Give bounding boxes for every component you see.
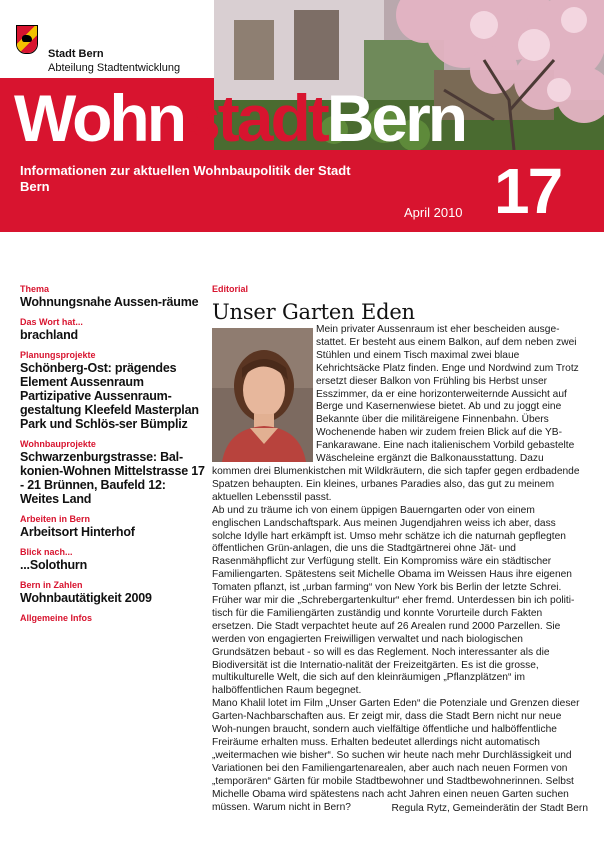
editorial-paragraph: Mein privater Aussenraum ist eher bescheiden ausge-stattet. Er besteht aus einem Balkon, auf dem neben zwei Stühlen und einem Tisch maximal zwei blaue Kehrichtsäcke Platz finden. Enge und Nordwind zum Trotz ersetzt dieser Balkon von Frühling bis Herbst unser Esszimmer, da er eine horizonterweiternde Aussicht auf Berge und Kasernenwiese bietet. Ab und zu joggt eine Bekannte über die militäreigene Finnenbahn. Übers Wochenende haben wir zudem freien Blick auf die YB-Fankarawane. Eine nach italienischem Vorbild gebastelte Wäscheleine ergänzt die Balkonausstattung. Dazu kommen drei Blumenkistchen mit Wildkräutern, die sich tapfer gegen erdbadende Spatzen behaupten. Ein kleines, urbanes Paradies also, das gut zu meinem aktuellen Lebensstil passt. [212,324,580,503]
toc-item[interactable] [20,613,205,624]
editorial-paragraph: Ab und zu träume ich von einem üppigen Bauerngarten oder von einem englischen Landschaftspark. Aus meinen Jugendjahren weiss ich aber, dass solche Idylle hart erkämpft ist. Umso mehr schätze ich die naturnah gepflegten öffentlichen Grün-anlagen, die uns die Stadtgärtnerei ohne Jät- und Rasenmähpflicht zur Verfügung stellt. Ein Kompromiss wäre ein städtischer Familiengarten. Spätestens seit Michelle Obama im Weissen Haus ihre eigenen Tomaten pflanzt, ist „urban farming“ von New York bis Berlin der letzte Schrei. [212,504,572,594]
toc-title: Arbeitsort Hinterhof [20,525,135,539]
toc-category: Planungsprojekte [20,350,96,360]
toc-item[interactable] [20,547,205,572]
org-department: Abteilung Stadtentwicklung [48,62,181,74]
editorial-category: Editorial [212,284,249,294]
toc-title: Schwarzenburgstrasse: Bal-konien-Wohnen Mittelstrasse 17 - 21 Brünnen, Baufeld 12: Weites Land [20,450,205,506]
toc-category: Arbeiten in Bern [20,514,91,524]
tagline: Informationen zur aktuellen Wohnbaupolitik der Stadt Bern [20,163,351,194]
issue-date: April 2010 [404,205,463,220]
editorial-paragraph: Früher war mir die „Schrebergartenkultur“ eher fremd. Unterdessen bin ich politi-tisch für die Familiengärten zuständig und konnte Vorurteile durch Fakten ersetzen. Die Stadt verpachtet heute auf 26 Arealen rund 2000 Parzellen. Sie werden von engagierten Freiwilligen verwaltet und nach biologischen Grundsätzen bebaut - so will es das Reglement. Noch interessanter als die Biodiversität ist die Internatio-nalität der Freizeitgärten. Es ist die grosse, multikulturelle Welt, die sich auf den kleinräumigen „Pflanzplätzen“ im halböffentlichen Raum begegnet. [212,595,575,697]
org-name: Stadt Bern [48,48,104,60]
toc-title: Wohnbautätigkeit 2009 [20,591,152,605]
title-part-bern: Bern [326,81,466,155]
editorial-title: Unser Garten Eden [212,300,415,324]
toc-item[interactable] [20,580,205,605]
toc-category: Allgemeine Infos [20,613,93,623]
toc-category: Thema [20,284,50,294]
toc-item[interactable] [20,317,205,342]
toc-category: Das Wort hat... [20,317,83,327]
editorial-paragraph: Mano Khalil lotet im Film „Unser Garten Eden“ die Potenziale und Grenzen dieser Garten-Nachbarschaften aus. Er zeigt mir, dass die Stadt Bern nicht nur neue Woh-nungen braucht, sondern auch vielfältige öffentliche und halböffentliche Freiräume erhalten muss. Erhalten bedeutet allerdings nicht automatisch „weitermachen wie bisher“. So suchen wir heute nach mehr Durchlässigkeit und Variationen bei den Familiengartenarealen, aber auch nach neuen Formen von „temporären“ Gärten für mobile Stadtbewohner und Stadtbewohnerinnen. Selbst Michelle Obama wird spätestens nach acht Jahren einen neuen Garten suchen müssen. Warum nicht in Bern? [212,698,580,813]
toc-item[interactable] [20,514,205,539]
toc-title: Schönberg-Ost: prägendes Element Aussenraum Partizipative Aussenraum-gestaltung Kleefeld Masterplan Park und Schlös-ser Bümpliz [20,361,199,431]
toc-title: ...Solothurn [20,558,88,572]
author-portrait [212,328,313,462]
toc-category: Bern in Zahlen [20,580,83,590]
issue-number: 17 [494,155,562,227]
logo-area [0,0,214,78]
toc-category: Wohnbauprojekte [20,439,96,449]
masthead-title [14,81,466,155]
toc-item[interactable] [20,350,205,431]
bern-crest-icon [16,25,38,54]
toc-title: Wohnungsnahe Aussen-räume [20,295,199,309]
masthead [0,0,604,232]
editorial-signature: Regula Rytz, Gemeinderätin der Stadt Bern [391,803,588,814]
toc-category: Blick nach... [20,547,73,557]
title-part-wohn: Wohn [14,81,185,155]
toc-item[interactable] [20,439,205,506]
toc-title: brachland [20,328,78,342]
toc-item[interactable] [20,284,205,309]
title-part-stadt: stadt [184,81,327,155]
contents-sidebar [20,284,205,632]
